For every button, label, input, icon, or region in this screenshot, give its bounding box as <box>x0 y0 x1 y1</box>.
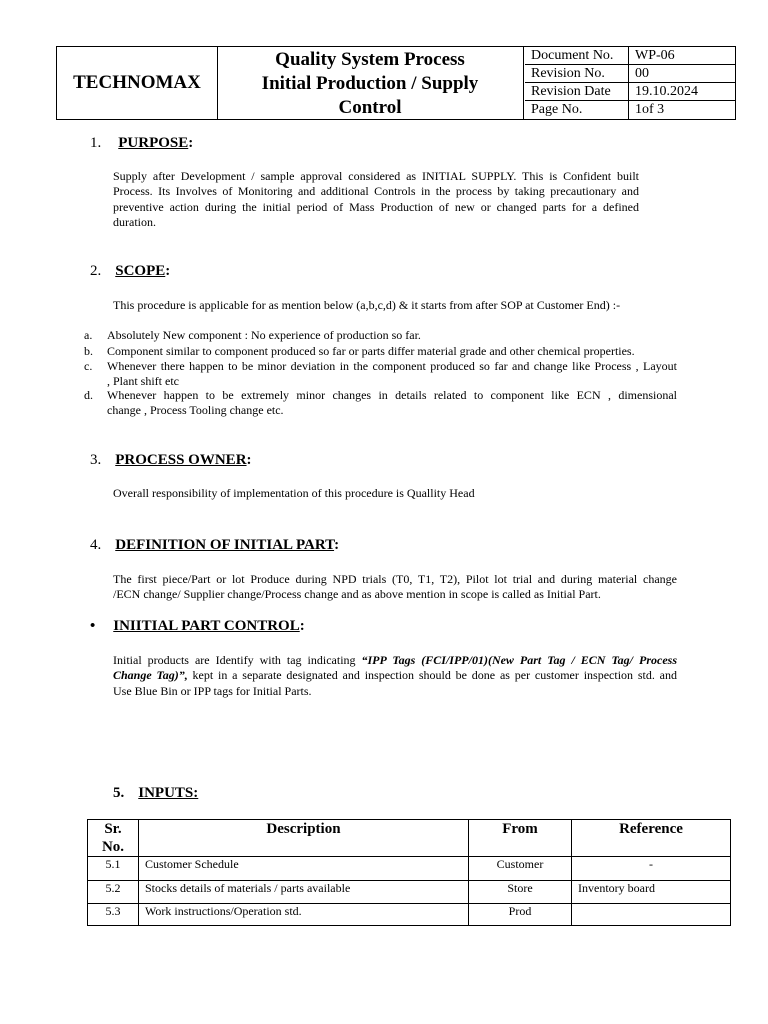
purpose-title: PURPOSE <box>118 135 189 151</box>
meta-value: 19.10.2024 <box>635 84 698 99</box>
scope-item-a: a. Absolutely New component : No experience of production so far. <box>84 328 421 342</box>
inputs-table <box>87 819 731 926</box>
table-row <box>88 857 731 881</box>
purpose-text: Supply after Development / sample approval considered as INITIAL SUPPLY. This is Confident built Process. Its Involves of Monitoring and additional Controls in the process by taking precautionary and preventive action during the initial period of Mass Production of new or changed parts for a defined duration. <box>113 169 639 229</box>
purpose-heading: 1. PURPOSE: <box>90 135 194 151</box>
meta-row-page-no <box>525 101 735 119</box>
reference-cell <box>572 904 731 926</box>
meta-key: Revision No. <box>531 66 605 81</box>
table-row <box>88 881 731 904</box>
sr-no-cell: 5.1 <box>88 857 139 881</box>
initial-part-control-heading: • INIITIAL PART CONTROL: <box>90 618 305 634</box>
meta-row-revision-date <box>525 83 735 101</box>
title-line-3: Control <box>338 97 402 118</box>
meta-row-document-no <box>525 47 735 65</box>
initial-part-control-text: Initial products are Identify with tag indicating “IPP Tags (FCI/IPP/01)(New Part Tag / ECN Tag/ Process Change Tag)”, kept in a separate designated and inspection should be done as per customer inspection std. and Use Blue Bin or IPP tags for Initial Parts. <box>113 653 677 698</box>
inputs-title: INPUTS: <box>138 785 199 801</box>
description-cell: Work instructions/Operation std. <box>139 904 469 926</box>
scope-intro: This procedure is applicable for as mention below (a,b,c,d) & it starts from after SOP at Customer End) :- <box>113 298 621 312</box>
definition-title: DEFINITION OF INITIAL PART <box>115 537 335 553</box>
meta-value: WP-06 <box>635 48 675 63</box>
meta-row-revision-no <box>525 65 735 83</box>
scope-item-b: b. Component similar to component produced so far or parts differ material grade and other chemical properties. <box>84 344 635 358</box>
description-cell: Customer Schedule <box>139 857 469 881</box>
table-header-row <box>88 820 731 857</box>
meta-value: 00 <box>635 66 649 81</box>
definition-heading: 4. DEFINITION OF INITIAL PART: <box>90 537 340 553</box>
column-header-description: Description <box>139 820 469 857</box>
process-owner-text: Overall responsibility of implementation of this procedure is Quallity Head <box>113 486 475 500</box>
bullet-icon: • <box>90 618 96 634</box>
column-header-reference: Reference <box>572 820 731 857</box>
company-name: TECHNOMAX <box>57 47 218 119</box>
from-cell: Customer <box>469 857 572 881</box>
sr-no-cell: 5.3 <box>88 904 139 926</box>
process-owner-heading: 3. PROCESS OWNER: <box>90 452 252 468</box>
title-line-1: Quality System Process <box>275 49 465 70</box>
meta-value: 1of 3 <box>635 102 665 117</box>
table-row <box>88 904 731 926</box>
column-header-from: From <box>469 820 572 857</box>
meta-key: Document No. <box>531 48 614 63</box>
scope-heading: 2. SCOPE: <box>90 263 171 279</box>
scope-item-d: d. Whenever happen to be extremely minor changes in details related to component like ECN , dimensional change , Process Tooling change etc. <box>84 388 677 417</box>
meta-key: Page No. <box>531 102 583 117</box>
inputs-heading: 5. INPUTS: <box>113 785 199 801</box>
scope-item-c: c. Whenever there happen to be minor deviation in the component produced so far and change like Process , Layout , Plant shift etc <box>84 359 677 388</box>
reference-cell: - <box>572 857 731 881</box>
description-cell: Stocks details of materials / parts available <box>139 881 469 904</box>
document-meta-table <box>525 47 735 119</box>
column-header-sr-no: Sr. No. <box>88 820 139 857</box>
process-owner-title: PROCESS OWNER <box>115 452 247 468</box>
sr-no-cell: 5.2 <box>88 881 139 904</box>
document-header <box>56 46 736 120</box>
initial-part-control-title: INIITIAL PART CONTROL <box>113 618 300 634</box>
scope-title: SCOPE <box>115 263 166 279</box>
definition-text: The first piece/Part or lot Produce during NPD trials (T0, T1, T2), Pilot lot trial and during material change /ECN change/ Supplier change/Process change and as above mention in scope is called as Initial Part. <box>113 572 677 602</box>
meta-key: Revision Date <box>531 84 611 99</box>
from-cell: Store <box>469 881 572 904</box>
title-line-2: Initial Production / Supply <box>261 73 479 94</box>
from-cell: Prod <box>469 904 572 926</box>
reference-cell: Inventory board <box>572 881 731 904</box>
document-title <box>217 47 524 119</box>
